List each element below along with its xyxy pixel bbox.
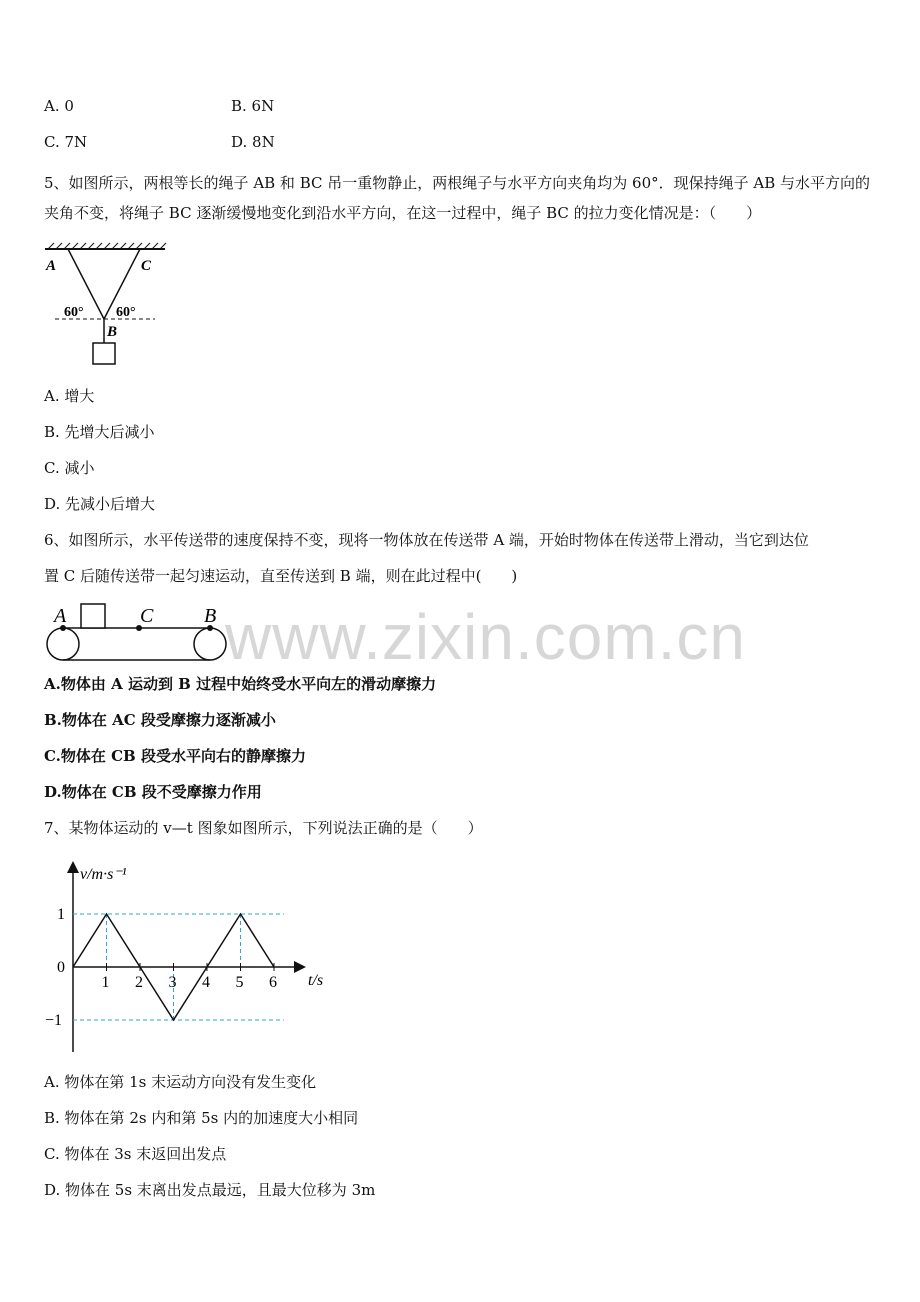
q6-stem-line1: 6、如图所示，水平传送带的速度保持不变，现将一物体放在传送带 A 端，开始时物体在传送带上滑动，当它到达位 bbox=[44, 531, 809, 549]
q4-option-b[interactable]: B. 6N bbox=[231, 97, 275, 115]
q4-option-c[interactable]: C. 7N bbox=[44, 133, 88, 151]
q6-stem-line2: 置 C 后随传送带一起匀速运动，直至传送到 B 端，则在此过程中( ) bbox=[44, 567, 518, 585]
q5-label-b: B bbox=[107, 324, 118, 340]
q7-option-c[interactable]: C. 物体在 3s 末返回出发点 bbox=[44, 1145, 227, 1163]
q4-option-a[interactable]: A. 0 bbox=[44, 97, 74, 115]
q7-option-b[interactable]: B. 物体在第 2s 内和第 5s 内的加速度大小相同 bbox=[44, 1109, 359, 1127]
q7-stem: 7、某物体运动的 v—t 图象如图所示，下列说法正确的是（ ） bbox=[44, 819, 483, 837]
x-tick-label: 2 bbox=[135, 974, 143, 991]
q5-angle-right: 60° bbox=[116, 305, 136, 320]
q6-label-b: B bbox=[204, 605, 217, 627]
q5-label-c: C bbox=[141, 258, 152, 274]
q6-conveyor-figure bbox=[44, 598, 234, 663]
q6-option-c[interactable]: C.物体在 CB 段受水平向右的静摩擦力 bbox=[44, 747, 306, 765]
q5-option-c[interactable]: C. 减小 bbox=[44, 459, 95, 477]
x-axis-label: t/s bbox=[308, 972, 324, 989]
q6-option-b[interactable]: B.物体在 AC 段受摩擦力逐渐减小 bbox=[44, 711, 276, 729]
x-tick-label: 3 bbox=[168, 974, 177, 991]
q5-stem: 5、如图所示，两根等长的绳子 AB 和 BC 吊一重物静止，两根绳子与水平方向夹角均为 60°．现保持绳子 AB 与水平方向的夹角不变，将绳子 BC 逐渐缓慢地变化到沿水平方向，在这一过程中，绳子 BC 的拉力变化情况是：（ ） bbox=[44, 174, 871, 222]
watermark: www.zixin.com.cn bbox=[225, 601, 746, 673]
q7-option-d[interactable]: D. 物体在 5s 末离出发点最远，且最大位移为 3m bbox=[44, 1181, 376, 1199]
q4-option-d[interactable]: D. 8N bbox=[231, 133, 275, 151]
q5-angle-left: 60° bbox=[64, 305, 84, 320]
q6-option-a[interactable]: A.物体由 A 运动到 B 过程中始终受水平向左的滑动摩擦力 bbox=[44, 675, 437, 693]
q7-option-a[interactable]: A. 物体在第 1s 末运动方向没有发生变化 bbox=[44, 1073, 317, 1091]
y-tick-label: −1 bbox=[45, 1012, 63, 1029]
x-tick-label: 5 bbox=[235, 974, 244, 991]
y-tick-label: 0 bbox=[57, 959, 65, 976]
x-tick-label: 1 bbox=[101, 974, 110, 991]
q5-option-a[interactable]: A. 增大 bbox=[44, 387, 95, 405]
q5-option-d[interactable]: D. 先减小后增大 bbox=[44, 495, 156, 513]
x-tick-label: 6 bbox=[269, 974, 277, 991]
y-axis-label: v/m·s⁻¹ bbox=[80, 866, 127, 883]
vt-chart bbox=[40, 855, 330, 1055]
q6-option-d[interactable]: D.物体在 CB 段不受摩擦力作用 bbox=[44, 783, 262, 801]
q5-option-b[interactable]: B. 先增大后减小 bbox=[44, 423, 155, 441]
q6-label-a: A bbox=[54, 605, 67, 627]
q6-label-c: C bbox=[140, 605, 154, 627]
q5-label-a: A bbox=[46, 258, 57, 274]
y-tick-label: 1 bbox=[57, 906, 65, 923]
q5-rope-figure bbox=[40, 243, 180, 368]
x-tick-label: 4 bbox=[202, 974, 210, 991]
